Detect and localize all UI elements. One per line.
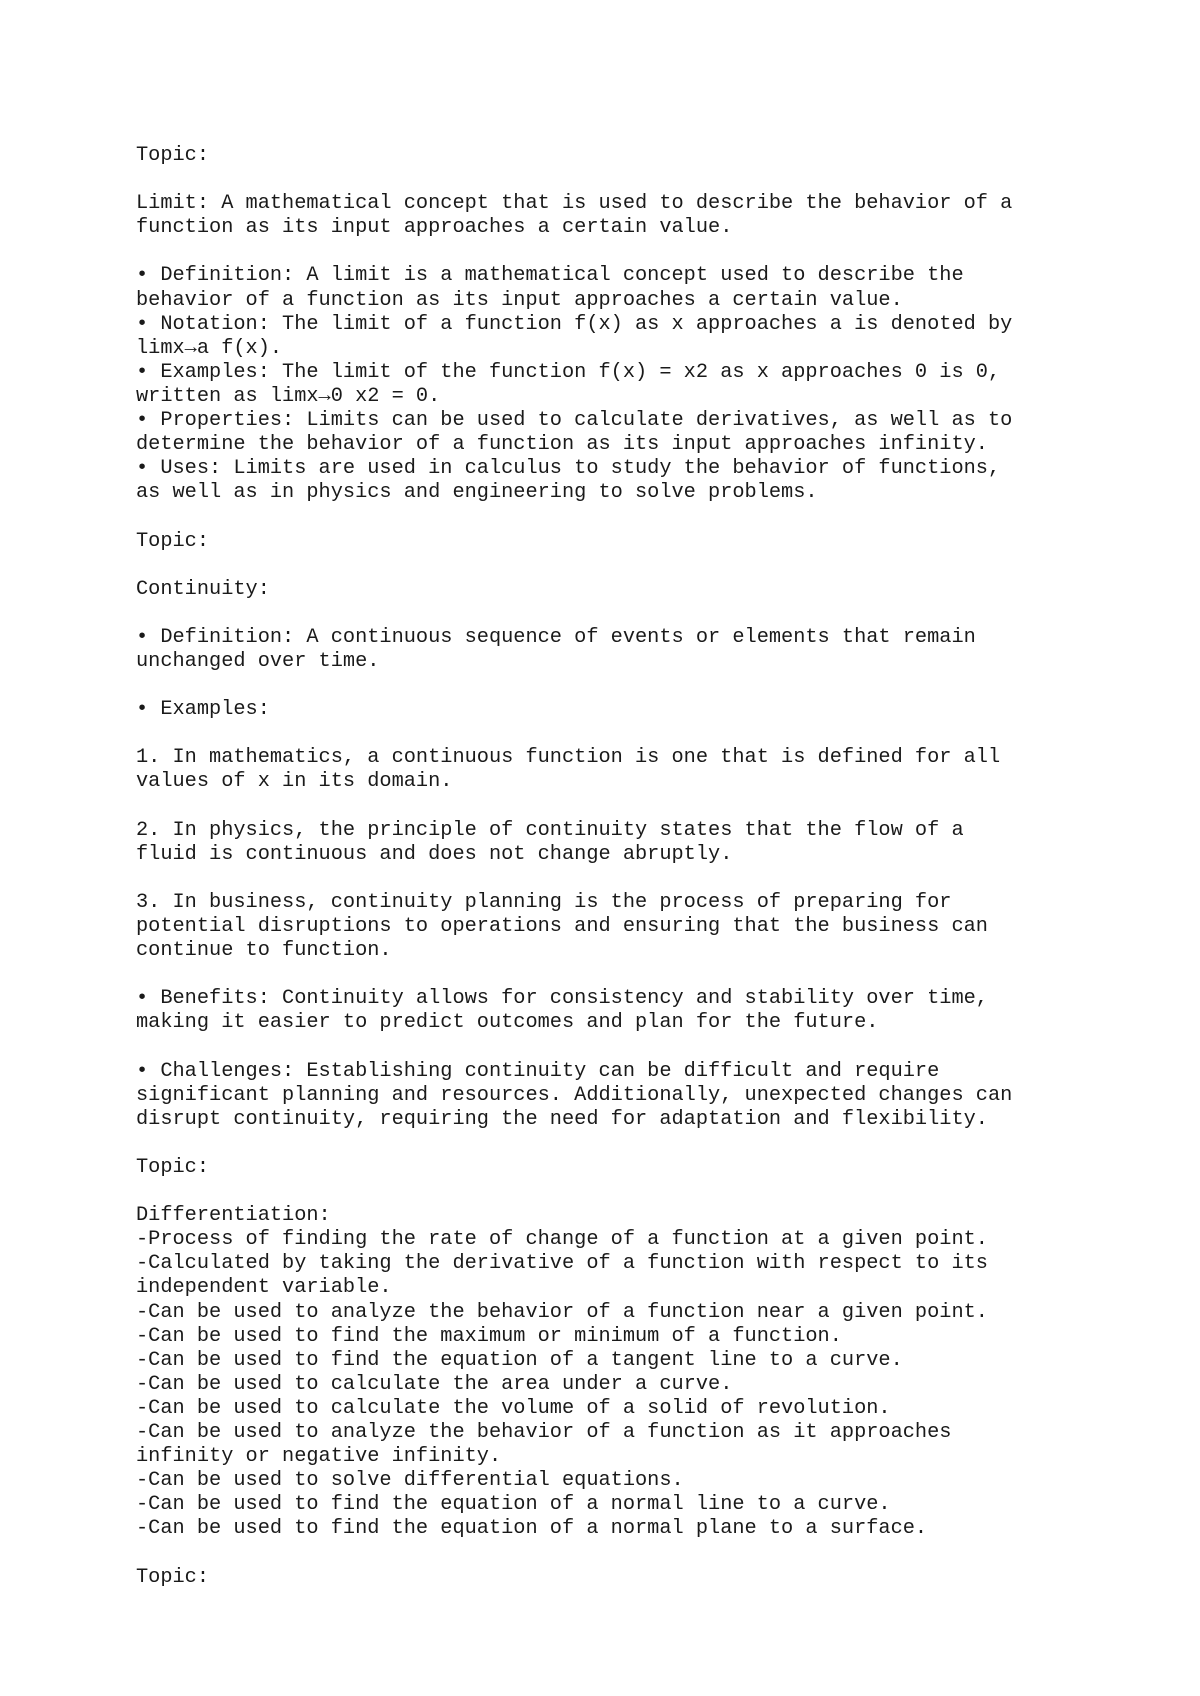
continuity-challenges-line: • Challenges: Establishing continuity can be difficult and require xyxy=(136,1059,940,1083)
differentiation-item: -Can be used to calculate the area under a curve. xyxy=(136,1372,733,1396)
blank-line xyxy=(136,240,1076,264)
continuity-examples-label: • Examples: xyxy=(136,698,270,722)
continuity-example-2-line: 2. In physics, the principle of continuity states that the flow of a xyxy=(136,818,964,842)
continuity-example-1-line: 1. In mathematics, a continuous function is one that is defined for all xyxy=(136,746,1001,770)
blank-line xyxy=(136,795,1076,819)
blank-line xyxy=(136,602,1076,626)
differentiation-item: infinity or negative infinity. xyxy=(136,1445,502,1469)
differentiation-title: Differentiation: xyxy=(136,1204,331,1228)
differentiation-item: -Can be used to solve differential equations. xyxy=(136,1469,684,1493)
differentiation-item: -Can be used to analyze the behavior of a function as it approaches xyxy=(136,1420,952,1444)
blank-line xyxy=(136,1180,1076,1204)
limit-examples-line: written as limx→0 x2 = 0. xyxy=(136,384,441,408)
continuity-example-3-line: potential disruptions to operations and ensuring that the business can xyxy=(136,915,988,938)
blank-line xyxy=(136,674,1076,698)
differentiation-item: -Calculated by taking the derivative of a function with respect to its xyxy=(136,1252,988,1276)
topic-heading: Topic: xyxy=(136,1155,210,1179)
continuity-definition-line: unchanged over time. xyxy=(136,649,380,673)
differentiation-item: -Can be used to find the equation of a normal line to a curve. xyxy=(136,1493,891,1517)
continuity-benefits-line: • Benefits: Continuity allows for consistency and stability over time, xyxy=(136,987,988,1011)
differentiation-item: independent variable. xyxy=(136,1276,392,1300)
blank-line xyxy=(136,505,1076,529)
limit-notation-line: • Notation: The limit of a function f(x) as x approaches a is denoted by xyxy=(136,312,1013,336)
limit-intro-line: function as its input approaches a certain value. xyxy=(136,216,733,240)
limit-uses-line: • Uses: Limits are used in calculus to study the behavior of functions, xyxy=(136,457,1001,481)
differentiation-item: -Can be used to find the equation of a tangent line to a curve. xyxy=(136,1348,903,1372)
continuity-benefits-line: making it easier to predict outcomes and plan for the future. xyxy=(136,1011,879,1035)
topic-heading: Topic: xyxy=(136,529,210,553)
limit-definition-line: • Definition: A limit is a mathematical concept used to describe the xyxy=(136,264,964,288)
differentiation-item: -Can be used to calculate the volume of a solid of revolution. xyxy=(136,1396,891,1420)
blank-line xyxy=(136,1132,1076,1156)
limit-definition-line: behavior of a function as its input approaches a certain value. xyxy=(136,288,903,312)
continuity-example-3-line: continue to function. xyxy=(136,939,392,963)
continuity-title: Continuity: xyxy=(136,577,270,601)
continuity-example-2-line: fluid is continuous and does not change abruptly. xyxy=(136,842,733,866)
differentiation-item: -Can be used to find the maximum or minimum of a function. xyxy=(136,1324,842,1348)
continuity-challenges-line: disrupt continuity, requiring the need for adaptation and flexibility. xyxy=(136,1107,988,1131)
limit-intro-line: Limit: A mathematical concept that is used to describe the behavior of a xyxy=(136,192,1013,216)
limit-properties-line: determine the behavior of a function as its input approaches infinity. xyxy=(136,433,988,457)
blank-line xyxy=(136,554,1076,578)
continuity-example-3-line: 3. In business, continuity planning is the process of preparing for xyxy=(136,890,952,914)
continuity-example-1-line: values of x in its domain. xyxy=(136,770,453,794)
blank-line xyxy=(136,722,1076,746)
blank-line xyxy=(136,963,1076,987)
differentiation-item: -Can be used to analyze the behavior of a function near a given point. xyxy=(136,1300,988,1324)
limit-examples-line: • Examples: The limit of the function f(x) = x2 as x approaches 0 is 0, xyxy=(136,360,1001,384)
blank-line xyxy=(136,1541,1076,1565)
topic-heading: Topic: xyxy=(136,144,210,167)
differentiation-item: -Can be used to find the equation of a normal plane to a surface. xyxy=(136,1517,928,1541)
blank-line xyxy=(136,867,1076,891)
differentiation-item: -Process of finding the rate of change of a function at a given point. xyxy=(136,1228,988,1252)
topic-heading: Topic: xyxy=(136,1565,210,1589)
blank-line xyxy=(136,168,1076,192)
limit-uses-line: as well as in physics and engineering to solve problems. xyxy=(136,481,818,505)
continuity-definition-line: • Definition: A continuous sequence of events or elements that remain xyxy=(136,625,976,649)
limit-notation-line: limx→a f(x). xyxy=(136,336,283,360)
document-page xyxy=(136,144,1076,1590)
limit-properties-line: • Properties: Limits can be used to calculate derivatives, as well as to xyxy=(136,409,1013,433)
blank-line xyxy=(136,1035,1076,1059)
continuity-challenges-line: significant planning and resources. Additionally, unexpected changes can xyxy=(136,1083,1013,1107)
